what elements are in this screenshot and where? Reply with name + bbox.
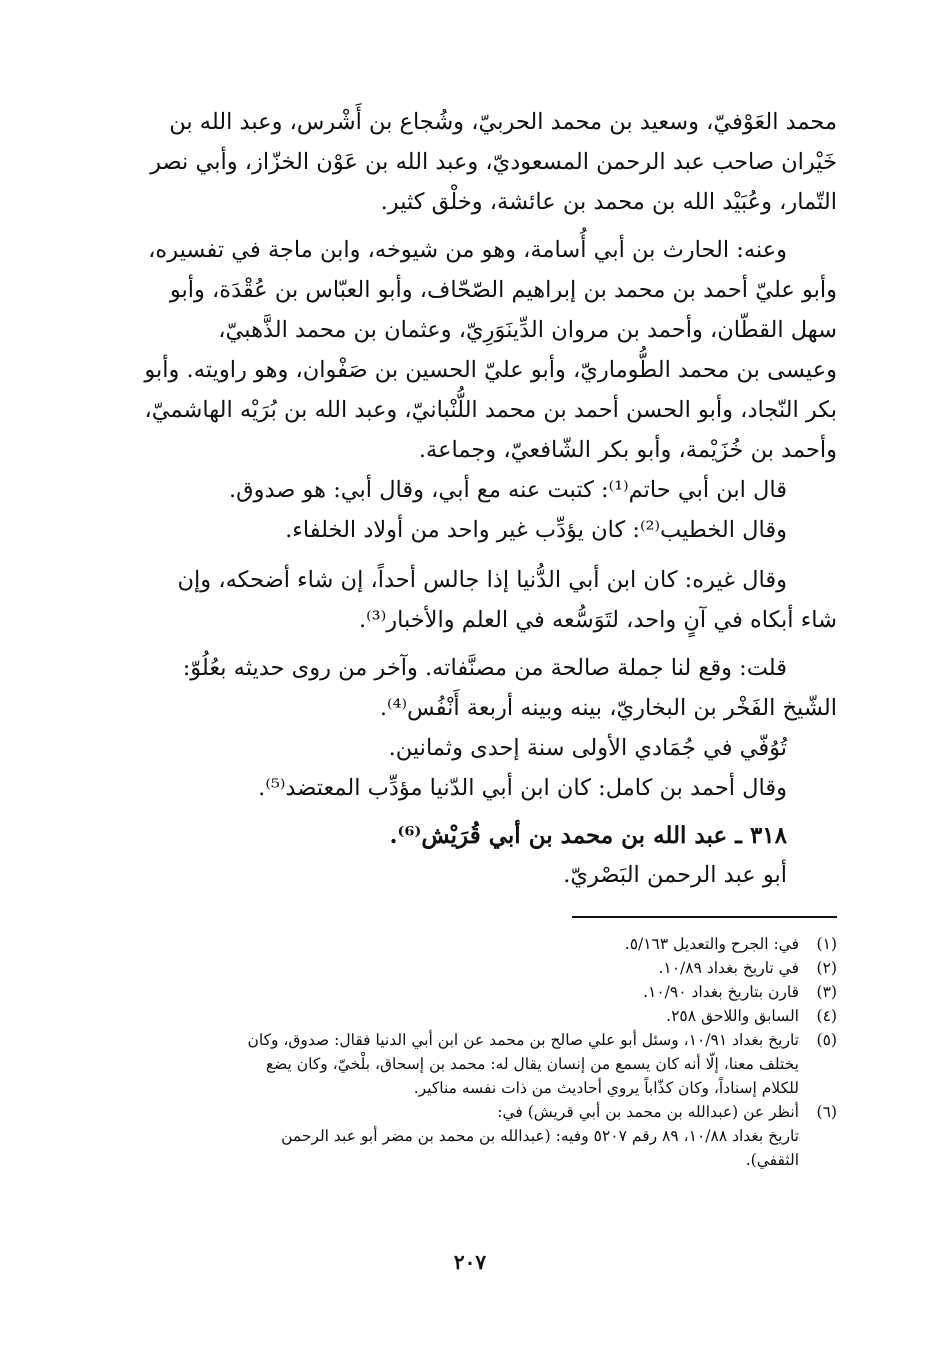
text-line: وأبو عليّ أحمد بن محمد بن إبراهيم الصّحّاف، وأبو العبّاس بن عُقْدَة، وأبو <box>169 277 837 303</box>
footnote-number: (٦) <box>816 1103 837 1121</box>
footnote <box>102 1004 837 1028</box>
death-line: تُوُفّي في جُمَادي الأولى سنة إحدى وثمانين. <box>388 735 787 761</box>
text-line: قلت: وقع لنا جملة صالحة من مصنَّفاته. وآخر من روى حديثه بعُلُوّ: <box>182 655 787 681</box>
footnote-number: (١) <box>816 935 837 953</box>
footnote-text: تاريخ بغداد ١٠/٩١، وسئل أبو علي صالح بن محمد عن ابن أبي الدنيا فقال: صدوق، وكان <box>247 1031 799 1049</box>
text-line: وعنه: الحارث بن أبي أُسامة، وهو من شيوخه، وابن ماجة في تفسيره، <box>148 237 787 263</box>
quote-ibn-abi-hatim: قال ابن أبي حاتم⁽¹⁾: كتبت عنه مع أبي، وقال أبي: هو صدوق. <box>229 477 787 503</box>
footnote-text: أنظر عن (عبدالله بن محمد بن أبي قريش) في: <box>497 1103 799 1121</box>
paragraph-teachers <box>102 102 837 222</box>
text-line: شاء أبكاه في آنٍ واحد، لتَوَسُّعه في العلم والأخبار⁽³⁾. <box>358 607 837 633</box>
quote-ibn-kamil: وقال أحمد بن كامل: كان ابن أبي الدّنيا مؤدِّب المعتضد⁽⁵⁾. <box>258 775 787 801</box>
text-line: خَيْران صاحب عبد الرحمن المسعوديّ، وعبد الله بن عَوْن الخزّاز، وأبي نصر <box>150 149 837 175</box>
footnote <box>102 1100 837 1172</box>
text-line: وأحمد بن خُزَيْمة، وأبو بكر الشّافعيّ، وجماعة. <box>418 437 837 463</box>
footnote <box>102 1028 837 1100</box>
paragraph-students <box>102 230 837 470</box>
paragraph-others <box>102 560 837 640</box>
text-line: وعيسى بن محمد الطُّوماريّ، وأبو عليّ الحسين بن صَفْوان، وهو راويته. وأبو <box>144 357 837 383</box>
footnote-number: (٢) <box>816 959 837 977</box>
footnote-text: الثقفي). <box>745 1151 799 1169</box>
entry-heading: ٣١٨ ـ عبد الله بن محمد بن أبي قُرَيْش⁽⁶⁾. <box>389 822 787 849</box>
page-number: ٢٠٧ <box>453 1250 487 1274</box>
footnote-divider <box>572 916 837 918</box>
footnote-number: (٣) <box>816 983 837 1001</box>
footnote-text: يختلف معنا، إلّا أنه كان يسمع من إنسان يقال له: محمد بن إسحاق، بلْخيّ، وكان يضع <box>265 1055 799 1073</box>
text-line: سهل القطّان، وأحمد بن مروان الدِّينَوَرِيّ، وعثمان بن محمد الذَّهبيّ، <box>218 317 837 343</box>
footnote <box>102 980 837 1004</box>
text-line: التّمار، وعُبَيْد الله بن محمد بن عائشة، وخلْق كثير. <box>380 189 837 215</box>
paragraph-author-note <box>102 648 837 808</box>
footnote-text: تاريخ بغداد ١٠/٨٨، ٨٩ رقم ٥٢٠٧ وفيه: (عبدالله بن محمد بن مضر أبو عبد الرحمن <box>281 1127 799 1145</box>
footnote-number: (٤) <box>816 1007 837 1025</box>
footnote <box>102 932 837 956</box>
footnote-number: (٥) <box>816 1031 837 1049</box>
entry-kunya: أبو عبد الرحمن البَصْريّ. <box>563 862 787 888</box>
footnote-text: قارن بتاريخ بغداد ١٠/٩٠. <box>643 983 799 1001</box>
footnote-text: في: الجرح والتعديل ٥/١٦٣. <box>624 935 799 953</box>
footnotes <box>102 932 837 1172</box>
text-line: محمد العَوْفيّ، وسعيد بن محمد الحربيّ، وشُجاع بن أَشْرس، وعبد الله بن <box>169 109 837 135</box>
footnote-text: في تاريخ بغداد ١٠/٨٩. <box>658 959 799 977</box>
quote-block <box>102 470 837 550</box>
quote-khatib: وقال الخطيب⁽²⁾: كان يؤدِّب غير واحد من أولاد الخلفاء. <box>285 517 787 543</box>
text-line: وقال غيره: كان ابن أبي الدُّنيا إذا جالس أحداً، إن شاء أضحكه، وإن <box>177 567 787 593</box>
footnote-text: للكلام إسناداً، وكان كذّاباً يروي أحاديث من ذات نفسه مناكير. <box>413 1079 799 1097</box>
footnote <box>102 956 837 980</box>
text-line: الشّيخ الفَخْر بن البخاريّ، بينه وبينه أربعة أَنْفُس⁽⁴⁾. <box>379 695 837 721</box>
footnote-text: السابق واللاحق ٢٥٨. <box>666 1007 799 1025</box>
text-line: بكر النّجاد، وأبو الحسن أحمد بن محمد اللُّنْبانيّ، وعبد الله بن بُرَيْه الهاشميّ، <box>144 397 837 423</box>
